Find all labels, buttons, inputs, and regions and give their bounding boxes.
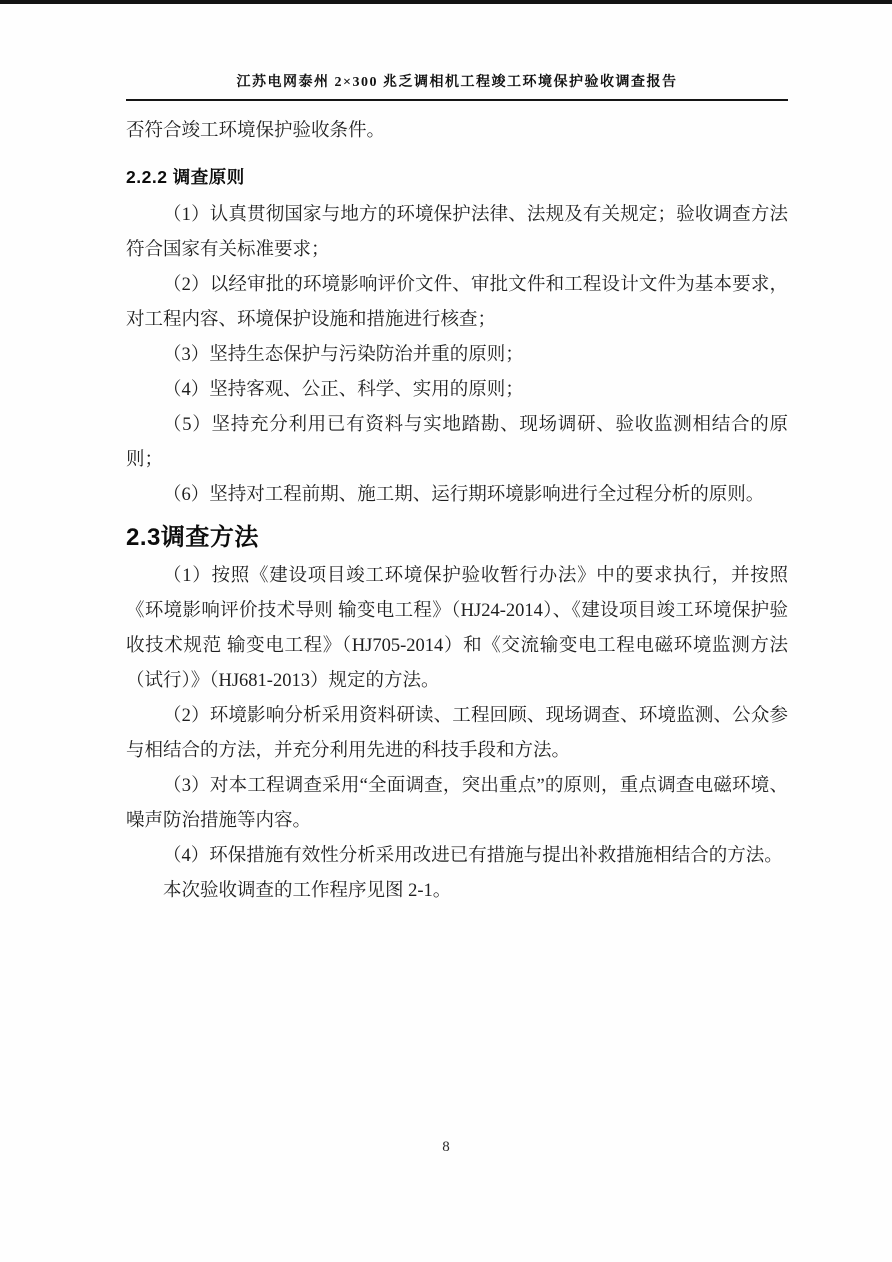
header-rule xyxy=(126,99,788,101)
closing-paragraph: 本次验收调查的工作程序见图 2-1。 xyxy=(163,881,452,901)
method-paragraph-1: （1）按照《建设项目竣工环境保护验收暂行办法》中的要求执行，并按照《环境影响评价技术导则 输变电工程》（HJ24-2014）、《建设项目竣工环境保护验收技术规范 输变电工程》（HJ705-2014）和《交流输变电工程电磁环境监测方法（试行）》（HJ681-2013）规定的方法。 xyxy=(126,566,788,691)
principle-6: （6）坚持对工程前期、施工期、运行期环境影响进行全过程分析的原则。 xyxy=(163,485,765,505)
page-footer xyxy=(0,1138,892,1156)
method-paragraph-3: （3）对本工程调查采用“全面调查，突出重点”的原则，重点调查电磁环境、噪声防治措施等内容。 xyxy=(126,776,788,831)
scan-edge-top xyxy=(0,0,892,4)
principle-2: （2）以经审批的环境影响评价文件、审批文件和工程设计文件为基本要求，对工程内容、环境保护设施和措施进行核查； xyxy=(126,275,788,330)
section-heading-2-2-2: 2.2.2 调查原则 xyxy=(126,167,245,187)
page-number: 8 xyxy=(442,1139,450,1155)
principle-4: （4）坚持客观、公正、科学、实用的原则； xyxy=(163,380,524,400)
page-content xyxy=(126,72,788,909)
running-header xyxy=(126,72,788,101)
method-paragraph-4: （4）环保措施有效性分析采用改进已有措施与提出补救措施相结合的方法。 xyxy=(163,846,783,866)
method-paragraph-2: （2）环境影响分析采用资料研读、工程回顾、现场调查、环境监测、公众参与相结合的方法，并充分利用先进的科技手段和方法。 xyxy=(126,706,788,761)
lead-paragraph: 否符合竣工环境保护验收条件。 xyxy=(126,121,386,141)
principle-3: （3）坚持生态保护与污染防治并重的原则； xyxy=(163,345,524,365)
section-heading-2-3: 2.3调查方法 xyxy=(126,524,259,551)
principle-1: （1）认真贯彻国家与地方的环境保护法律、法规及有关规定；验收调查方法符合国家有关标准要求； xyxy=(126,205,788,260)
running-header-title: 江苏电网泰州 2×300 兆乏调相机工程竣工环境保护验收调查报告 xyxy=(236,75,678,90)
principle-5: （5）坚持充分利用已有资料与实地踏勘、现场调研、验收监测相结合的原则； xyxy=(126,415,788,470)
